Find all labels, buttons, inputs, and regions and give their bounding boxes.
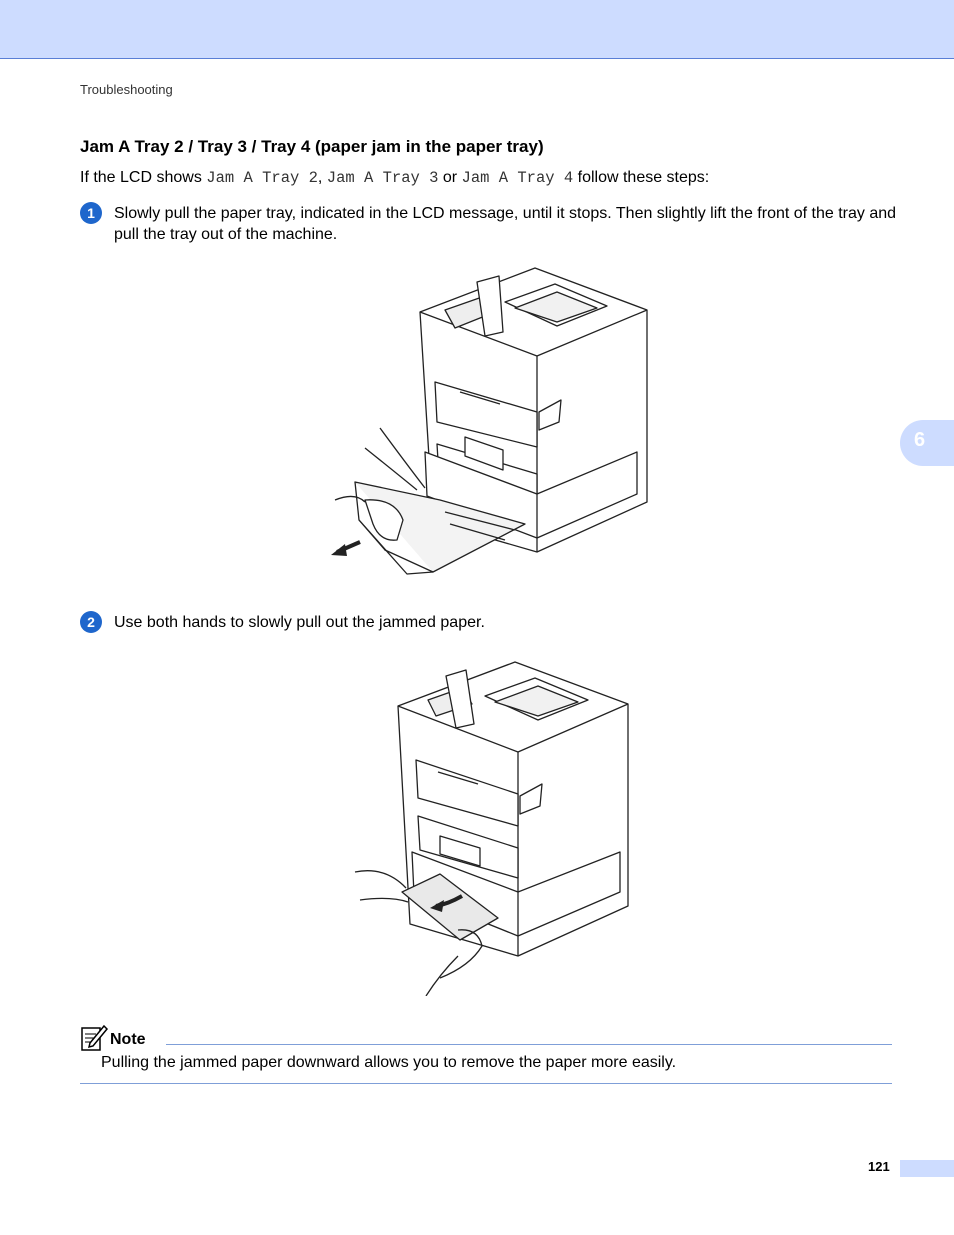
- lcd-message-tray4: Jam A Tray 4: [461, 169, 574, 187]
- intro-sep1: ,: [317, 169, 327, 186]
- step-1-number: 1: [80, 202, 102, 224]
- step-2-number: 2: [80, 611, 102, 633]
- section-title: Jam A Tray 2 / Tray 3 / Tray 4 (paper jam in the paper tray): [80, 137, 544, 156]
- header-band: [0, 0, 954, 59]
- note-text: Pulling the jammed paper downward allows you to remove the paper more easily.: [101, 1054, 677, 1071]
- step-2-text: Use both hands to slowly pull out the jammed paper.: [114, 614, 485, 631]
- illustration-pull-jammed-paper: [350, 656, 640, 996]
- intro-paragraph: [80, 169, 709, 187]
- chapter-number: 6: [914, 429, 926, 451]
- lcd-message-tray2: Jam A Tray 2: [206, 169, 318, 187]
- note-label: Note: [110, 1031, 146, 1048]
- illustration-pull-tray: [325, 262, 655, 582]
- note-bottom-rule: [80, 1083, 892, 1084]
- note-top-rule: [166, 1044, 892, 1045]
- step-1-text: Slowly pull the paper tray, indicated in the LCD message, until it stops. Then slightly lift the front of the tray and pull the tray out of the machine.: [114, 205, 897, 243]
- lcd-message-tray3: Jam A Tray 3: [326, 169, 439, 187]
- breadcrumb: Troubleshooting: [80, 82, 173, 97]
- page-number: 121: [868, 1159, 890, 1174]
- intro-tail: follow these steps:: [573, 169, 710, 186]
- note-pencil-icon: [80, 1024, 108, 1052]
- footer-band: [900, 1160, 954, 1177]
- intro-lead: If the LCD shows: [80, 169, 207, 186]
- chapter-tab[interactable]: [900, 420, 954, 466]
- intro-sep2: or: [438, 169, 462, 186]
